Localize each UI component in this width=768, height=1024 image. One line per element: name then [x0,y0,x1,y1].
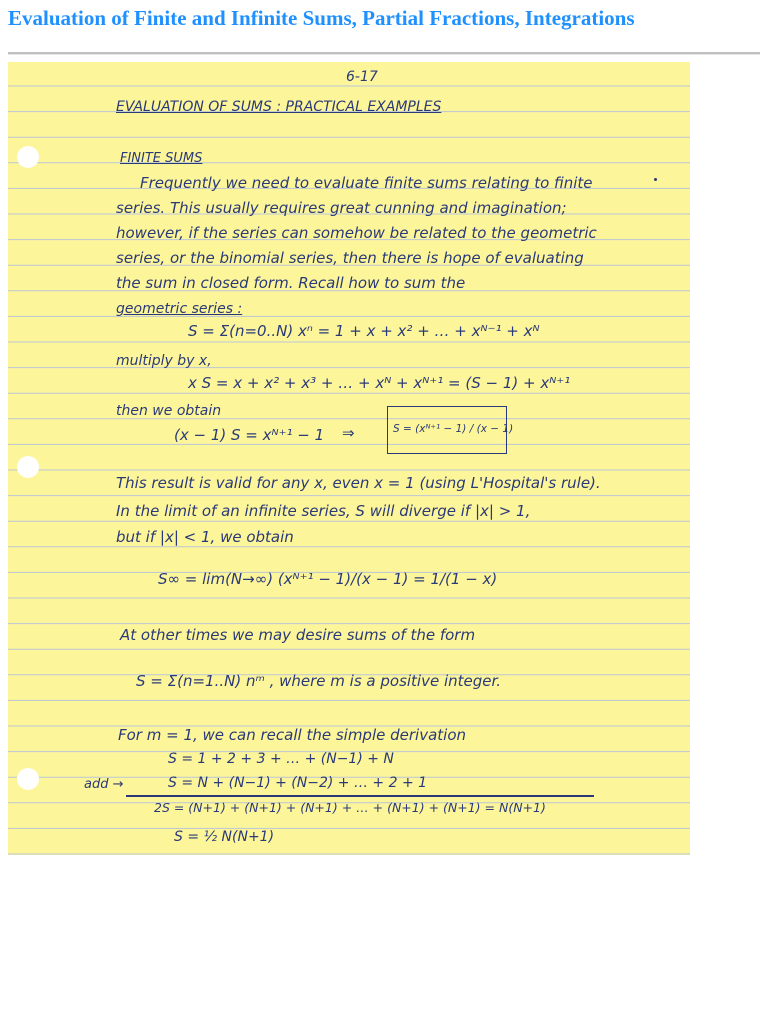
binder-hole [17,456,39,478]
notes-heading: EVALUATION OF SUMS : PRACTICAL EXAMPLES [116,99,442,115]
multiply-label: multiply by x, [116,353,212,369]
equation-two-s: 2S = (N+1) + (N+1) + (N+1) + … + (N+1) + (N+1) = N(N+1) [154,800,546,815]
equation-infinite-sum: S∞ = lim(N→∞) (xᴺ⁺¹ − 1)/(x − 1) = 1/(1 − x) [158,570,498,588]
section-heading-finite-sums: FINITE SUMS [120,151,203,166]
sum-rule [126,795,594,797]
then-label: then we obtain [116,403,222,419]
title-divider [8,52,760,55]
equation-xs: x S = x + x² + x³ + … + xᴺ + xᴺ⁺¹ = (S − 1) + xᴺ⁺¹ [188,374,571,392]
paragraph-line: however, if the series can somehow be related to the geometric [116,224,597,242]
page-number: 6-17 [346,69,378,85]
paragraph-line: This result is valid for any x, even x = 1 (using L'Hospital's rule). [116,474,601,492]
add-label: add → [84,777,124,792]
paragraph-line: For m = 1, we can recall the simple derivation [118,726,467,744]
paragraph-line: but if |x| < 1, we obtain [116,528,294,546]
implies-arrow: ⇒ [342,424,355,442]
equation-power-sum: S = Σ(n=1..N) nᵐ , where m is a positive integer. [136,672,502,690]
geometric-series-label: geometric series : [116,301,243,317]
paragraph-line: the sum in closed form. Recall how to sum the [116,274,466,292]
paragraph-line: series. This usually requires great cunning and imagination; [116,199,567,217]
equation-x-minus-one-s: (x − 1) S = xᴺ⁺¹ − 1 [174,426,325,444]
pen-mark [654,178,657,181]
notebook-page-image [8,62,690,855]
binder-hole [17,146,39,168]
equation-geometric-sum: S = Σ(n=0..N) xⁿ = 1 + x + x² + … + xᴺ⁻¹ + xᴺ [188,322,540,340]
paragraph-line: series, or the binomial series, then there is hope of evaluating [116,249,584,267]
binder-hole [17,768,39,790]
equation-reverse-sum: S = N + (N−1) + (N−2) + … + 2 + 1 [168,775,428,791]
paragraph-line: At other times we may desire sums of the form [120,626,476,644]
paragraph-line: Frequently we need to evaluate finite sums relating to finite [140,174,593,192]
paragraph-line: In the limit of an infinite series, S will diverge if |x| > 1, [116,502,531,520]
boxed-result: S = (xᴺ⁺¹ − 1) / (x − 1) [393,423,514,435]
page-title: Evaluation of Finite and Infinite Sums, Partial Fractions, Integrations [8,6,635,30]
equation-final: S = ½ N(N+1) [174,829,275,845]
equation-forward-sum: S = 1 + 2 + 3 + … + (N−1) + N [168,751,394,767]
